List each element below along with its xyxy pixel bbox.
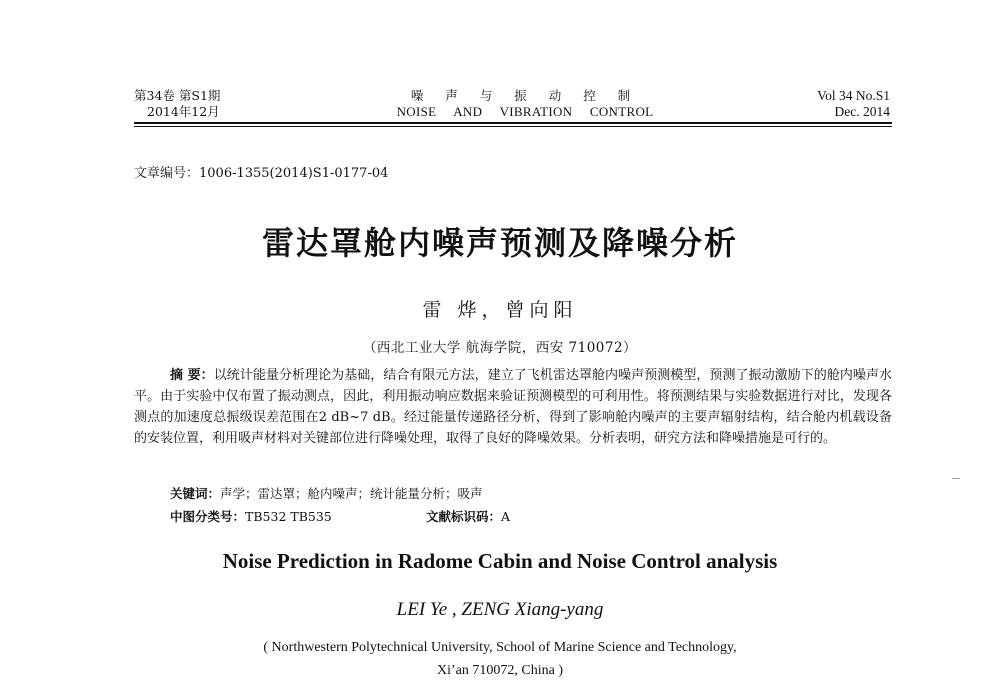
keywords xyxy=(170,484,483,502)
authors-cn: 雷 烨，曾向阳 xyxy=(422,299,578,321)
abstract-text: 以统计能量分析理论为基础，结合有限元方法，建立了飞机雷达罩舱内噪声预测模型，预测了振动激励下的舱内噪声水平。由于实验中仅布置了振动测点，因此，利用振动响应数据来验证预测模型的可利用性。将预测结果与实验数据进行对比，发现各测点的加速度总振级误差范围在2 dB~7 dB。经过能量传递路径分析，得到了影响舱内噪声的主要声辐射结构，结合舱内机载设备的安装位置，利用吸声材料对关键部位进行降噪处理，取得了良好的降噪效果。分析表明，研究方法和降噪措施是可行的。 xyxy=(134,368,892,446)
abstract xyxy=(134,365,892,449)
header-rule-thin xyxy=(134,126,892,127)
title-cn: 雷达罩舱内噪声预测及降噪分析 xyxy=(261,224,738,262)
classification xyxy=(170,507,332,525)
scan-artifact xyxy=(952,478,960,479)
abstract-label: 摘 要： xyxy=(170,368,214,383)
header-journal-en: NOISE AND VIBRATION CONTROL xyxy=(396,104,654,119)
doc-code-label: 文献标识码： xyxy=(426,509,502,524)
header-volume-issue-cn: 第34卷 第S1期 xyxy=(134,88,221,103)
title-en: Noise Prediction in Radome Cabin and Noise Control analysis xyxy=(222,549,778,573)
header-date-cn: 2014年12月 xyxy=(147,104,220,119)
classification-text: TB532 TB535 xyxy=(245,509,332,524)
affiliation-en-line1: ( Northwestern Polytechnical University, School of Marine Science and Technology, xyxy=(263,640,737,655)
header-volume-issue-en: Vol 34 No.S1 xyxy=(817,88,890,103)
affiliation-en-line2: Xi’an 710072, China ) xyxy=(437,663,563,678)
header-journal-cn: 噪 声 与 振 动 控 制 xyxy=(410,88,640,103)
doc-code-text: A xyxy=(501,509,511,524)
article-number: 文章编号：1006-1355(2014)S1-0177-04 xyxy=(134,166,389,181)
header-rule-thick xyxy=(134,122,892,124)
affiliation-cn: （西北工业大学 航海学院，西安 710072） xyxy=(362,340,638,356)
keywords-label: 关键词： xyxy=(170,486,221,501)
authors-en: LEI Ye , ZENG Xiang-yang xyxy=(396,599,604,620)
header-date-en: Dec. 2014 xyxy=(834,104,890,119)
keywords-text: 声学；雷达罩；舱内噪声；统计能量分析；吸声 xyxy=(220,486,483,501)
doc-code xyxy=(426,507,510,525)
classification-label: 中图分类号： xyxy=(170,509,246,524)
